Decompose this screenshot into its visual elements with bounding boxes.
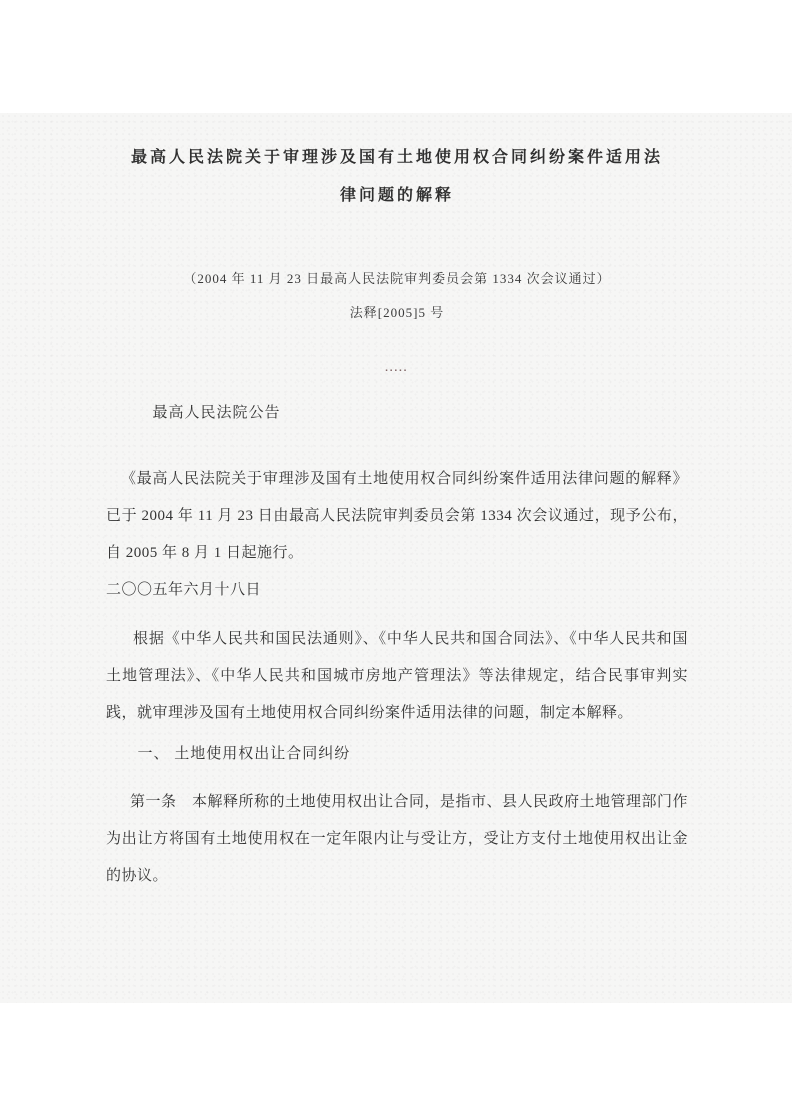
document-title-line2: 律问题的解释: [339, 187, 454, 204]
document-title: [106, 139, 688, 215]
separator-dots-icon: ▪▪▪▪▪: [385, 368, 409, 374]
document-content: [0, 113, 792, 895]
meeting-note: （2004 年 11 月 23 日最高人民法院审判委员会第 1334 次会议通过）: [183, 271, 611, 286]
announcement-heading: 最高人民法院公告: [152, 405, 281, 421]
document-number: 法释[2005]5 号: [349, 305, 445, 320]
document-paper: [0, 113, 792, 1003]
article-1-paragraph: 第一条 本解释所称的土地使用权出让合同，是指市、县人民政府土地管理部门作为出让方将国有土地使用权在一定年限内让与受让方，受让方支付土地使用权出让金的协议。: [106, 794, 689, 884]
document-title-line1: 最高人民法院关于审理涉及国有土地使用权合同纠纷案件适用法: [130, 149, 663, 166]
date-line: 二〇〇五年六月十八日: [106, 582, 262, 598]
section-heading: 一、 土地使用权出让合同纠纷: [137, 746, 351, 762]
preamble-paragraph: 根据《中华人民共和国民法通则》、《中华人民共和国合同法》、《中华人民共和国土地管理法》、《中华人民共和国城市房地产管理法》等法律规定，结合民事审判实践，就审理涉及国有土地使用权合同纠纷案件适用法律的问题，制定本解释。: [106, 631, 688, 721]
announcement-paragraph: 《最高人民法院关于审理涉及国有土地使用权合同纠纷案件适用法律问题的解释》已于 2004 年 11 月 23 日由最高人民法院审判委员会第 1334 次会议通过，现予公布，自 2005 年 8 月 1 日起施行。: [106, 471, 688, 561]
